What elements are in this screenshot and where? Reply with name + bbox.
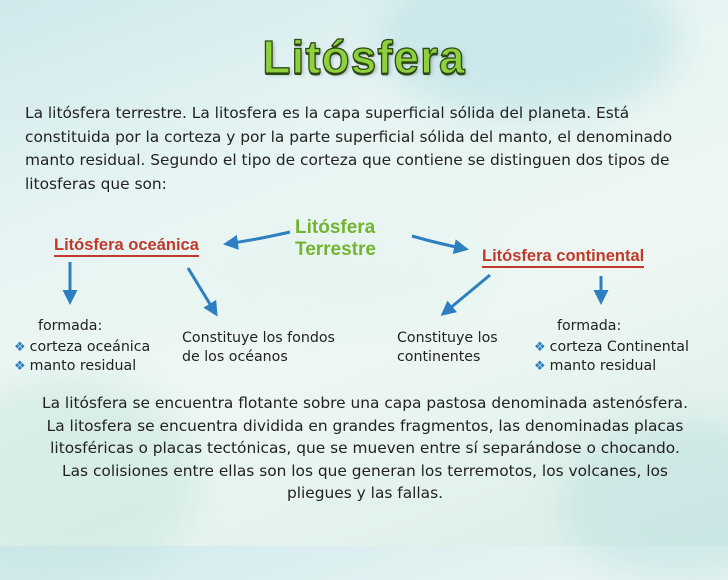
oceanica-formada-label: formada: — [38, 318, 103, 334]
arrow-center-to-oceanica — [226, 232, 290, 244]
arrow-continental-to-continentes — [443, 275, 490, 314]
node-litosfera-oceanica — [54, 236, 199, 255]
list-item: ❖ manto residual — [534, 358, 657, 374]
continental-description: Constituye los continentes — [397, 330, 498, 365]
list-item: ❖ corteza Continental — [534, 339, 689, 355]
closing-paragraph: La litósfera se encuentra flotante sobre una capa pastosa denominada astenósfera. La litosfera se encuentra dividida en grandes fragmentos, las denominadas placas litosféricas o placas tectónicas, que se mueven entre sí separándose o chocando. Las colisiones entre ellas son los que generan los terremotos, los volcanes, los pliegues y las fallas. — [42, 394, 688, 502]
node-title: Litósfera continental — [482, 247, 644, 268]
slide-title: Litósfera — [262, 31, 466, 83]
diamond-bullet-icon: ❖ — [534, 359, 546, 374]
node-line: Terrestre — [295, 239, 376, 260]
list-item: ❖ corteza oceánica — [14, 339, 151, 355]
diamond-bullet-icon: ❖ — [14, 359, 26, 374]
node-litosfera-terrestre — [295, 217, 376, 261]
continental-components-list — [534, 338, 689, 376]
diamond-bullet-icon: ❖ — [14, 340, 26, 355]
oceanica-description: Constituye los fondos de los océanos — [182, 330, 335, 365]
arrow-oceanica-to-fondos — [188, 268, 216, 314]
list-item: ❖ manto residual — [14, 358, 137, 374]
node-litosfera-continental — [482, 247, 644, 266]
node-line: Litósfera — [295, 217, 376, 238]
node-title: Litósfera oceánica — [54, 236, 199, 257]
continental-formada-label: formada: — [557, 318, 622, 334]
intro-paragraph: La litósfera terrestre. La litosfera es la capa superficial sólida del planeta. Está constituida por la corteza y por la parte superficial sólida del manto, el denominado manto residual. Segundo el tipo de corteza que contiene se distinguen dos tipos de litosferas que son: — [25, 104, 673, 193]
arrow-center-to-continental — [412, 236, 466, 249]
oceanica-components-list — [14, 338, 150, 376]
diamond-bullet-icon: ❖ — [534, 340, 546, 355]
